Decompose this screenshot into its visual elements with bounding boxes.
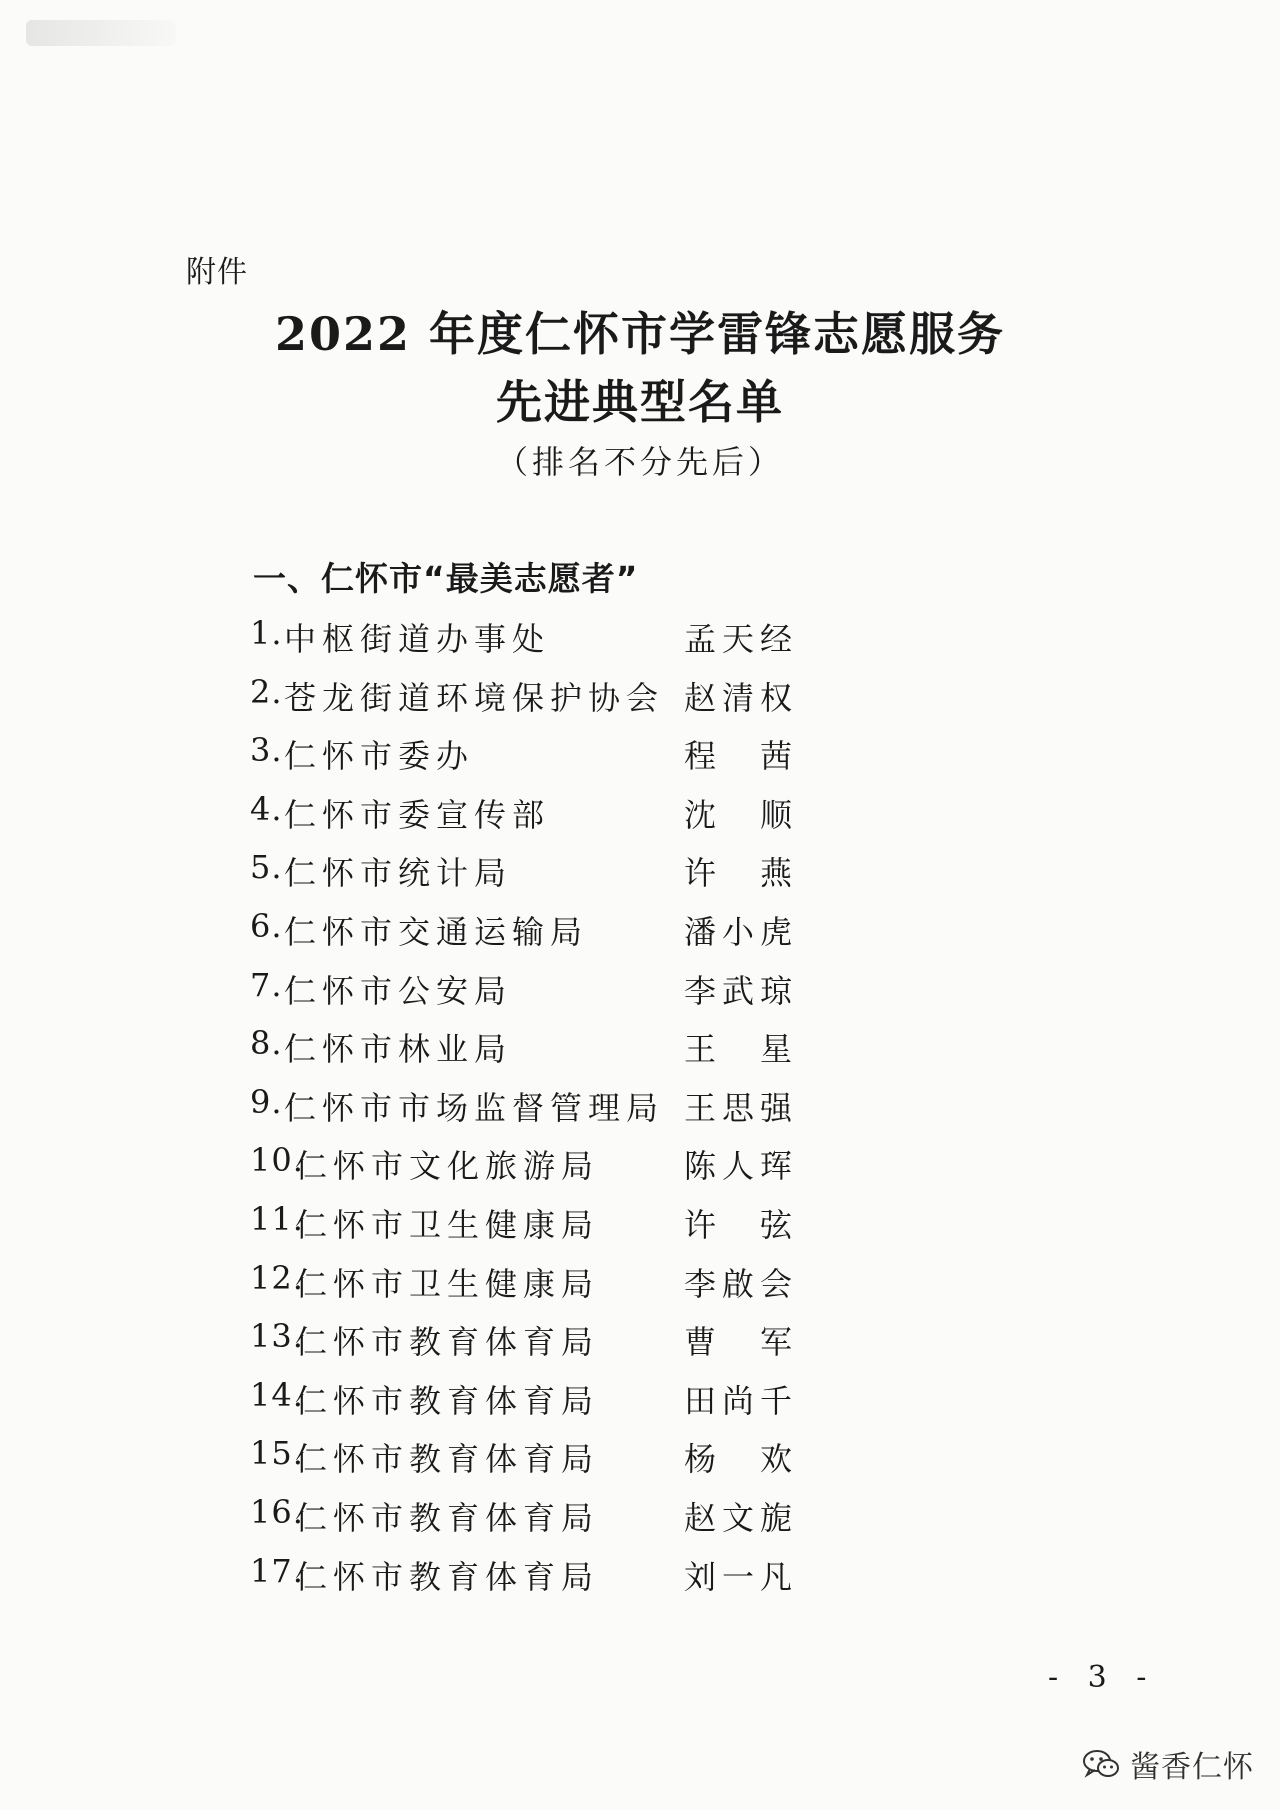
entry-index: 4. [250, 789, 283, 828]
entry-person-name: 沈 顺 [684, 795, 799, 834]
entry-person-name: 潘小虎 [684, 912, 799, 951]
entry-organization: 苍龙街道环境保护协会 [284, 678, 665, 717]
list-item [250, 1253, 810, 1312]
entry-person-name: 王 星 [684, 1030, 799, 1069]
list-item [250, 1487, 810, 1546]
entry-organization: 仁怀市教育体育局 [295, 1440, 600, 1479]
entry-organization: 仁怀市教育体育局 [295, 1381, 600, 1420]
entry-person-name: 程 茜 [684, 737, 799, 776]
list-item [250, 960, 810, 1019]
page-number: - 3 - [1048, 1660, 1157, 1695]
entry-organization: 仁怀市教育体育局 [295, 1498, 600, 1537]
entry-person-name: 许 燕 [684, 854, 799, 893]
list-item [250, 667, 810, 726]
entry-organization: 仁怀市交通运输局 [284, 912, 589, 951]
entry-index: 2. [250, 672, 283, 711]
entry-organization: 仁怀市统计局 [284, 854, 513, 893]
attachment-label: 附件 [186, 255, 248, 290]
entry-organization: 中枢街道办事处 [284, 620, 551, 658]
volunteer-list [250, 608, 810, 1604]
list-item [250, 725, 810, 784]
wechat-icon [1082, 1749, 1120, 1779]
entry-organization: 仁怀市公安局 [284, 971, 513, 1010]
list-item [250, 1077, 810, 1136]
entry-index: 9. [250, 1082, 283, 1121]
entry-index: 3. [250, 731, 283, 770]
entry-index: 13. [250, 1317, 304, 1356]
list-item [250, 608, 810, 667]
entry-person-name: 田尚千 [684, 1381, 799, 1420]
entry-index: 1. [250, 614, 283, 652]
entry-person-name: 孟天经 [684, 620, 799, 658]
entry-person-name: 陈人珲 [684, 1147, 799, 1186]
entry-organization: 仁怀市林业局 [284, 1030, 513, 1069]
list-item [250, 901, 810, 960]
document-title-line1: 2022 年度仁怀市学雷锋志愿服务 [274, 307, 1006, 361]
document-title-line2: 先进典型名单 [496, 375, 784, 429]
entry-person-name: 王思强 [684, 1088, 799, 1127]
entry-index: 11. [250, 1199, 304, 1238]
document-subtitle: （排名不分先后） [495, 443, 784, 481]
entry-person-name: 曹 军 [684, 1323, 799, 1362]
entry-organization: 仁怀市市场监督管理局 [284, 1088, 665, 1127]
entry-person-name: 赵清权 [684, 678, 799, 717]
entry-organization: 仁怀市教育体育局 [295, 1323, 600, 1362]
entry-person-name: 李武琼 [684, 971, 799, 1010]
entry-index: 5. [250, 848, 283, 887]
list-item [250, 784, 810, 843]
list-item [250, 1370, 810, 1429]
entry-person-name: 赵文旎 [684, 1498, 799, 1537]
entry-organization: 仁怀市委办 [284, 737, 475, 776]
entry-index: 8. [250, 1024, 283, 1063]
entry-person-name: 杨 欢 [684, 1440, 799, 1479]
entry-organization: 仁怀市委宣传部 [284, 795, 551, 834]
entry-index: 17. [250, 1551, 304, 1590]
scan-smudge [26, 20, 176, 46]
entry-index: 12. [250, 1258, 304, 1297]
entry-person-name: 李啟会 [684, 1264, 799, 1303]
list-item [250, 1135, 810, 1194]
entry-index: 7. [250, 965, 283, 1004]
list-item [250, 842, 810, 901]
entry-index: 10. [250, 1141, 304, 1180]
entry-person-name: 刘一凡 [684, 1557, 799, 1596]
entry-index: 16. [250, 1492, 304, 1531]
list-item [250, 1546, 810, 1605]
list-item [250, 1428, 810, 1487]
list-item [250, 1194, 810, 1253]
entry-organization: 仁怀市卫生健康局 [295, 1264, 600, 1303]
entry-organization: 仁怀市卫生健康局 [295, 1205, 600, 1244]
section-heading: 一、仁怀市“最美志愿者” [253, 559, 639, 598]
list-item [250, 1311, 810, 1370]
entry-index: 15. [250, 1434, 304, 1473]
entry-index: 6. [250, 906, 283, 945]
watermark-text: 酱香仁怀 [1130, 1750, 1254, 1785]
watermark [1082, 1742, 1254, 1786]
entry-organization: 仁怀市文化旅游局 [295, 1147, 600, 1186]
entry-organization: 仁怀市教育体育局 [295, 1557, 600, 1596]
entry-person-name: 许 弦 [684, 1205, 799, 1244]
list-item [250, 1018, 810, 1077]
entry-index: 14. [250, 1375, 304, 1414]
